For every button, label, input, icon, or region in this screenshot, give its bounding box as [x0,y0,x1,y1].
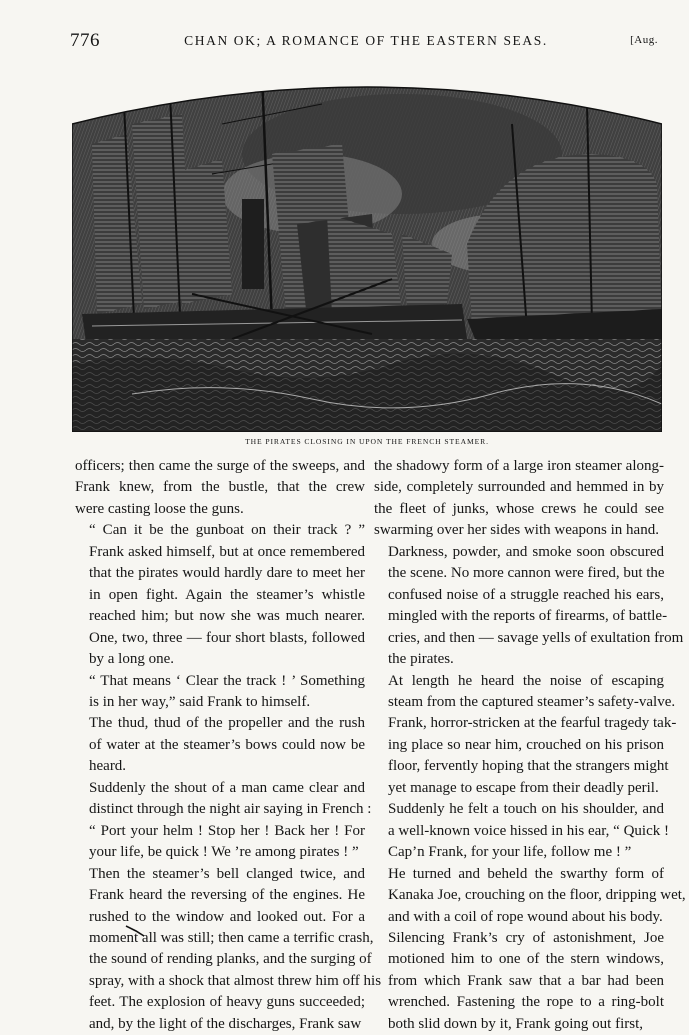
text-line: is in her way,” said Frank to himself. [89,693,311,710]
running-month: [Aug. [630,34,658,46]
text-line: Kanaka Joe, crouching on the floor, dripping wet, [388,887,686,904]
running-header [70,30,662,52]
text-line: rushed to the window and looked out. For a [89,908,365,925]
text-line: of water at the steamer’s bows could now be [89,736,365,753]
text-line: by a long one. [89,651,174,668]
page-number: 776 [70,30,100,51]
paragraph [374,864,686,928]
paragraph [374,542,684,671]
text-line: confused noise of a struggle reached his ears, [388,586,664,603]
text-line: heard. [89,758,127,775]
text-line: the pirates. [388,651,454,668]
text-line: He turned and beheld the swarthy form of [388,865,664,882]
stray-ink-mark-icon [124,924,146,938]
text-line: yet manage to escape from their deadly peril. [388,779,659,796]
text-line: wrenched. Fastening the rope to a ring-bolt [388,994,664,1011]
text-line: motioned him to one of the stern windows, [388,951,664,968]
paragraph [374,928,664,1035]
engraving-illustration [72,64,662,432]
text-line: distinct through the night air saying in French : [89,801,372,818]
running-title: CHAN OK; A ROMANCE OF THE EASTERN SEAS. [184,33,548,48]
text-line: the scene. No more cannon were fired, but the [388,565,665,582]
text-line: the fleet of junks, whose crews he could see [374,500,664,517]
paragraph [374,671,677,800]
paragraph [374,799,669,863]
text-line: Suddenly the shout of a man came clear and [89,779,365,796]
text-line: moment all was still; then came a terrific crash, [89,929,374,946]
text-column-right [374,456,686,1035]
text-line: side, completely surrounded and hemmed in by [374,479,664,496]
text-line: At length he heard the noise of escaping [388,672,664,689]
illustration-caption: THE PIRATES CLOSING IN UPON THE FRENCH STEAMER. [245,437,489,446]
text-line: Silencing Frank’s cry of astonishment, Joe [388,929,664,946]
paragraph [374,456,664,542]
text-line: officers; then came the surge of the sweeps, and [75,458,365,474]
text-line: ing place so near him, crouched on his prison [388,736,664,753]
text-line: and with a coil of rope wound about his body. [388,908,663,925]
text-line: and, by the light of the discharges, Frank saw [89,1015,362,1032]
text-line: the shadowy form of a large iron steamer along- [374,458,664,474]
text-line: Then the steamer’s bell clanged twice, and [89,865,365,882]
text-line: your life, be quick ! We ’re among pirates ! ” [89,844,359,861]
paragraph [75,713,365,777]
text-column-left [75,456,382,1035]
text-line: both slid down by it, Frank going out first, [388,1015,643,1032]
text-line: that the pirates would hardly dare to meet her [89,565,365,582]
paragraph [75,671,365,714]
text-line: swarming over her sides with weapons in hand. [374,522,659,539]
text-line: Cap’n Frank, for your life, follow me ! ” [388,844,632,861]
text-line: “ That means ‘ Clear the track ! ’ Something [89,672,365,689]
text-line: mingled with the reports of firearms, of battle- [388,608,668,625]
text-line: spray, with a shock that almost threw him off his [89,972,382,989]
text-line: “ Port your helm ! Stop her ! Back her ! For [89,822,365,839]
paragraph [75,864,382,1035]
paragraph [75,778,372,821]
text-line: from which Frank saw that a bar had been [388,972,664,989]
text-line: Frank asked himself, but at once remembered [89,543,365,560]
text-line: Darkness, powder, and smoke soon obscured [388,543,664,560]
text-line: Frank, horror-stricken at the fearful tragedy tak- [388,715,677,732]
text-line: a well-known voice hissed in his ear, “ Quick ! [388,822,669,839]
text-line: “ Can it be the gunboat on their track ? ” [89,522,365,539]
engraving-pirate-junks-steamer-icon [72,64,662,432]
paragraph [75,520,365,670]
paragraph [75,821,365,864]
paragraph [75,456,365,520]
text-line: Suddenly he felt a touch on his shoulder, and [388,801,664,818]
text-line: reached him; but now she was much nearer. [89,608,365,625]
text-line: cries, and then — savage yells of exultation from [388,629,684,646]
text-line: feet. The explosion of heavy guns succeeded; [89,994,365,1011]
text-line: the sound of rending planks, and the surging of [89,951,372,968]
text-line: One, two, three — four short blasts, followed [89,629,365,646]
text-line: Frank knew, from the bustle, that the crew [75,479,365,496]
text-line: floor, fervently hoping that the strangers might [388,758,669,775]
text-line: Frank heard the reversing of the engines. He [89,887,365,904]
text-line: The thud, thud of the propeller and the rush [89,715,365,732]
text-line: steam from the captured steamer’s safety-valve. [388,693,676,710]
text-line: in open fight. Again the steamer’s whistle [89,586,365,603]
text-line: were casting loose the guns. [75,500,244,517]
